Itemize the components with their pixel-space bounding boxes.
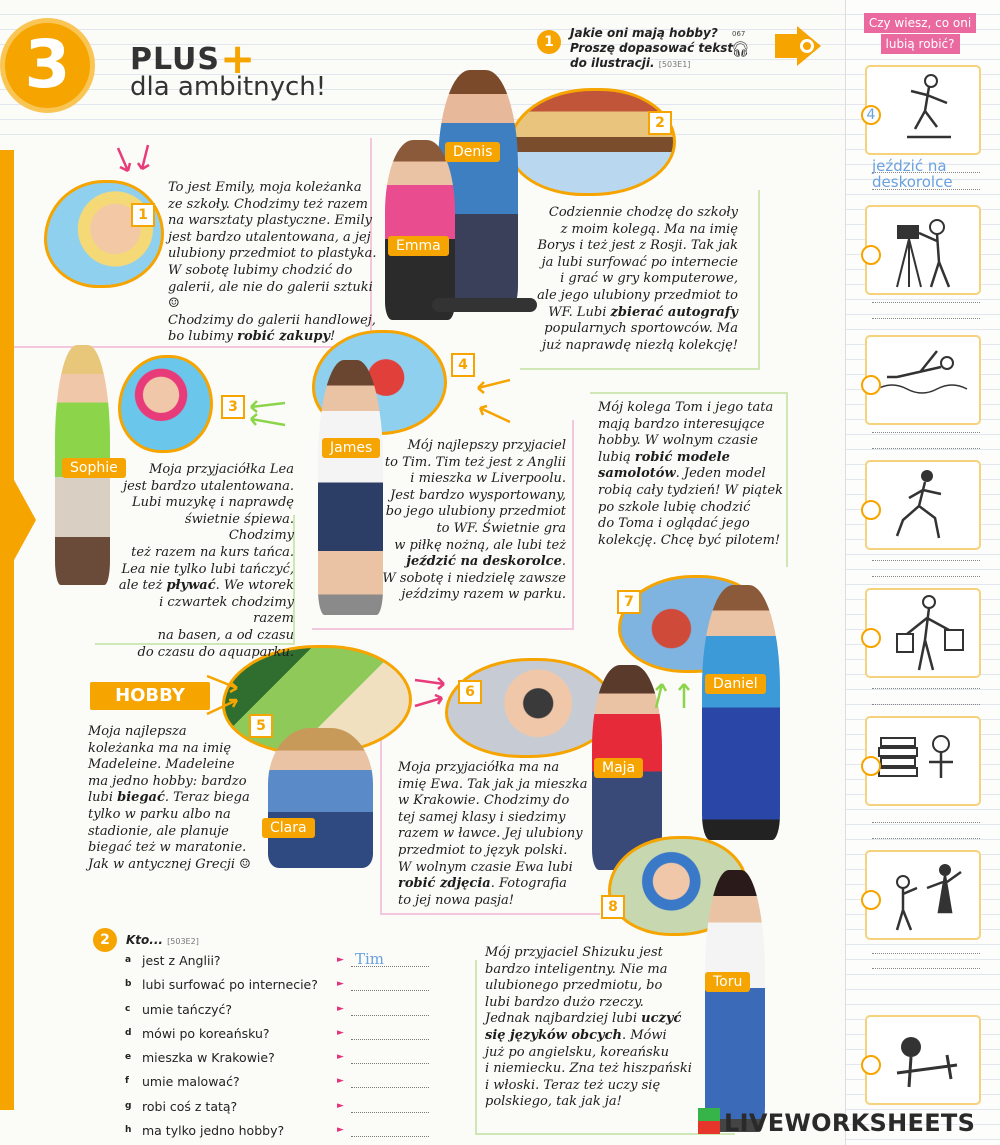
text-line: Codziennie chodzę do szkoły: [548, 205, 738, 220]
text-line: biegać też w maratonie.: [88, 840, 247, 856]
text-line: [398, 876, 598, 893]
text-lea: [118, 462, 294, 661]
exercise2-number: 2: [93, 928, 117, 952]
hobby-highlight: biegać: [117, 790, 165, 806]
text-line: Mój najlepszy przyjaciel: [407, 438, 566, 453]
text-line: i grać w gry komputerowe,: [560, 271, 738, 287]
hobby-highlight: robić modele: [634, 449, 730, 465]
answer-line: [872, 688, 980, 689]
item-question: mieszka w Krakowie?: [142, 1050, 275, 1066]
answer-line: [872, 838, 980, 839]
name-tag-denis: Denis: [445, 142, 500, 162]
text-line: [485, 1028, 715, 1045]
page-title-text: PLUS: [130, 42, 221, 77]
exercise1-line1: Jakie oni mają hobby?: [570, 26, 718, 40]
hobby-highlight: się języków obcych: [485, 1027, 622, 1043]
text-line: polskiego, tak jak ja!: [485, 1094, 622, 1110]
name-tag-maja: Maja: [594, 758, 643, 778]
text-line: to WF. Świetnie gra: [436, 520, 566, 536]
text-part: . Fotografia: [490, 876, 567, 892]
text-line: popularnych sportowców. Ma: [544, 321, 738, 337]
name-tag-james: James: [322, 438, 380, 458]
item-letter: a: [125, 955, 132, 965]
person-emma: [385, 140, 455, 320]
text-line: bo jego ulubiony przedmiot: [385, 504, 566, 520]
text-line: bardzo inteligentny. Nie ma: [485, 961, 668, 977]
text-line: [520, 305, 738, 322]
text-line: na warsztaty plastyczne. Emily: [168, 213, 372, 229]
exercise1-line2: Proszę dopasować tekst: [570, 41, 734, 55]
card-answer-box[interactable]: [861, 628, 881, 648]
pointer-icon: ►: [337, 979, 344, 990]
text-line: na basen, a od czasu: [157, 627, 294, 643]
text-line: i czwartek chodzimy razem: [159, 594, 294, 627]
text-line: Chodzimy do galerii handlowej,: [168, 312, 376, 328]
item-letter: h: [125, 1125, 132, 1136]
text-line: Jest bardzo wysportowany,: [390, 487, 566, 503]
books-icon: [867, 718, 979, 804]
photo-lea: [118, 355, 213, 453]
plus-sign: +: [220, 34, 257, 83]
answer-line: [872, 302, 980, 303]
text-line: i włoski. Teraz też uczy się: [485, 1077, 661, 1093]
text-line: ale jego ulubiony przedmiot to: [537, 287, 738, 303]
text-line: ze szkoły. Chodzimy też razem: [168, 196, 369, 212]
left-accent-bar: [0, 150, 14, 1110]
text-part: lubią: [598, 449, 635, 465]
item-question: umie malować?: [142, 1074, 240, 1090]
text-line: Lea nie tylko lubi tańczyć,: [121, 561, 294, 577]
text-line: W wolnym czasie Ewa lubi: [398, 859, 573, 875]
text-line: [368, 554, 566, 571]
card-answer-box[interactable]: [861, 756, 881, 776]
text-part: lubi: [88, 790, 118, 806]
text-line: ma jedno hobby: bardzo: [88, 773, 247, 789]
text-line: to jej nowa pasja!: [398, 892, 515, 908]
sidebar-card-shopping: [865, 588, 981, 678]
text-line: już po angielsku, koreańsku: [485, 1044, 669, 1060]
card-answer-box[interactable]: [861, 375, 881, 395]
answer-field[interactable]: [351, 1112, 429, 1113]
answer-line: [872, 822, 980, 823]
answer-line: [872, 172, 980, 173]
text-line: to Tim. Tim też jest z Anglii: [384, 454, 566, 470]
exercise2-title-text: Kto...: [126, 933, 163, 947]
card-answer-box[interactable]: 4: [861, 105, 881, 125]
text-part: .: [561, 554, 566, 570]
photo-number-6: 6: [458, 680, 482, 704]
text-line: w Krakowie. Chodzimy do: [398, 793, 570, 809]
photo-number-8: 8: [601, 895, 625, 919]
name-tag-daniel: Daniel: [705, 674, 766, 694]
text-line: Mój kolega Tom i jego tata: [598, 400, 774, 415]
item-letter: f: [125, 1076, 129, 1087]
photo-number-7: 7: [617, 590, 641, 614]
text-line: W sobotę i niedzielę zawsze: [382, 570, 566, 586]
text-line: mają bardzo interesujące: [598, 416, 765, 432]
answer-line: [872, 576, 980, 577]
text-line: [485, 1011, 715, 1028]
pointer-icon: ►: [337, 1125, 344, 1136]
sidebar-card-running: [865, 460, 981, 550]
exercise1-number: 1: [537, 30, 561, 54]
item-letter: g: [125, 1100, 132, 1111]
pointer-icon: ►: [337, 1052, 344, 1063]
text-line: [88, 790, 278, 807]
sidebar-title-line2: lubią robić?: [881, 34, 960, 54]
hobby-highlight: pływać: [166, 578, 216, 594]
pointer-icon: ►: [337, 1100, 344, 1111]
hobby-highlight: uczyć: [641, 1011, 682, 1027]
answer-field[interactable]: [351, 1087, 429, 1088]
text-line: ja lubi surfować po internecie: [541, 254, 738, 270]
watermark-logo-icon: [698, 1108, 720, 1134]
hobby-highlight: robić zakupy: [237, 329, 331, 345]
text-line: [598, 466, 798, 483]
answer-line: [872, 953, 980, 954]
exercise2-title: [126, 933, 199, 948]
text-part: bo lubimy: [168, 329, 238, 345]
photo-borys: [508, 88, 676, 196]
answer-line: [872, 448, 980, 449]
item-letter: b: [125, 979, 132, 990]
text-line: już naprawdę niezłą kolekcję!: [542, 337, 738, 353]
text-line: kolekcję. Chcę być pilotem!: [598, 532, 781, 548]
item-letter: c: [125, 1003, 131, 1014]
video-camera-icon: [867, 207, 979, 293]
text-line: hobby. W wolnym czasie: [598, 433, 758, 449]
pink-side-arrows-icon: [410, 672, 450, 712]
left-accent-arrow: [14, 480, 36, 560]
answer-field[interactable]: [351, 1136, 429, 1137]
hobby-label: HOBBY: [90, 682, 210, 710]
text-line: ulubiony przedmiot to plastyka.: [168, 246, 377, 262]
unit-number-badge: 3: [0, 18, 95, 113]
text-part: Jednak najbardziej lubi: [485, 1011, 642, 1027]
answer-line: [872, 560, 980, 561]
text-line: robią cały tydzień! W piątek: [598, 482, 783, 498]
exercise1-line3-text: do ilustracji.: [570, 56, 655, 70]
pointer-icon: ►: [337, 1003, 344, 1014]
text-part: ale też: [118, 578, 167, 594]
photo-number-4: 4: [451, 353, 475, 377]
model-plane-icon: [867, 1017, 979, 1103]
text-part: . We wtorek: [215, 578, 294, 594]
running-icon: [867, 462, 979, 548]
card-answer-box[interactable]: [861, 890, 881, 910]
sidebar-first-answer: jeździć na deskorolce: [872, 157, 953, 191]
answer-value: Tim: [355, 950, 385, 968]
person-daniel: [702, 585, 780, 840]
text-line: razem w ławce. Jej ulubiony: [398, 826, 583, 842]
text-line: stadionie, ale planuje: [88, 823, 229, 839]
text-shizuku: [485, 945, 715, 1111]
photo-number-5: 5: [249, 714, 273, 738]
text-line: W sobotę lubimy chodzić do: [168, 262, 353, 278]
answer-line: [872, 432, 980, 433]
text-line: też razem na kurs tańca.: [131, 544, 294, 560]
text-line: galerii, ale nie do galerii sztuki ☺: [168, 279, 373, 312]
photo-number-2: 2: [648, 111, 672, 135]
text-line: Lubi muzykę i naprawdę: [131, 495, 294, 511]
exercise1-line3: [570, 56, 740, 71]
text-emily: [168, 180, 378, 346]
text-line: w piłkę nożną, ale lubi też: [394, 537, 566, 553]
audio-track-number: 067: [732, 30, 746, 38]
hobby-highlight: samolotów: [598, 466, 676, 482]
swimming-icon: [867, 337, 979, 423]
text-line: Mój przyjaciel Shizuku jest: [485, 945, 663, 960]
text-madeleine: [88, 724, 278, 873]
answer-line: [872, 704, 980, 705]
pink-arrows-icon: [108, 143, 168, 183]
text-line: przedmiot to język polski.: [398, 842, 568, 858]
item-question: robi coś z tatą?: [142, 1098, 238, 1114]
exercise1-code: [503E1]: [658, 60, 691, 69]
text-line: po szkole lubię chodzić: [598, 499, 751, 515]
text-line: do czasu do aquaparku.: [137, 644, 294, 660]
sidebar-card-skateboarding: [865, 65, 981, 155]
text-line: z moim kolegą. Ma na imię: [560, 221, 738, 237]
text-part: . Mówi: [621, 1027, 667, 1043]
text-line: Madeleine. Madeleine: [88, 757, 235, 773]
answer-line: [872, 968, 980, 969]
text-borys: [520, 205, 738, 354]
photo-emily: [44, 180, 164, 288]
text-line: tej samej klasy i siedzimy: [398, 809, 566, 825]
text-line: To jest Emily, moja koleżanka: [168, 180, 362, 195]
text-line: Moja przyjaciółka ma na: [398, 760, 560, 775]
person-clara: [268, 728, 373, 868]
watermark: [698, 1108, 975, 1137]
text-line: Borys i też jest z Rosji. Tak jak: [537, 238, 738, 254]
photo-ewa: [445, 658, 615, 758]
answer-field[interactable]: [351, 1015, 429, 1016]
item-question: jest z Anglii?: [142, 953, 221, 968]
text-line: Moja przyjaciółka Lea: [149, 462, 294, 477]
text-line: tylko w parku albo na: [88, 806, 231, 822]
sidebar-title: [854, 13, 986, 55]
shopping-bags-icon: [867, 590, 979, 676]
next-arrow-icon: [775, 26, 821, 66]
orange-arrows-icon: [470, 370, 515, 430]
answer-field[interactable]: [351, 990, 429, 991]
text-line: koleżanka ma na imię: [88, 740, 232, 756]
page-subtitle: dla ambitnych!: [130, 72, 327, 102]
text-part: !: [330, 329, 336, 345]
name-tag-clara: Clara: [262, 818, 315, 838]
card-answer-box[interactable]: [861, 500, 881, 520]
green-arrows-icon: [245, 395, 290, 440]
card-answer-box[interactable]: [861, 1055, 881, 1075]
answer-field[interactable]: [351, 1063, 429, 1064]
name-tag-toru: Toru: [705, 972, 750, 992]
sidebar-title-line1: Czy wiesz, co oni: [864, 13, 976, 33]
text-line: lubi bardzo dużo rzeczy.: [485, 994, 644, 1010]
sidebar-card-swimming: [865, 335, 981, 425]
text-line: jest bardzo utalentowana, a jej: [168, 229, 371, 245]
exercise1-instruction: [570, 26, 740, 71]
card-answer-box[interactable]: [861, 245, 881, 265]
item-question: umie tańczyć?: [142, 1001, 233, 1017]
text-ewa: [398, 760, 598, 909]
hobby-highlight: jeździć na deskorolce: [406, 554, 562, 570]
text-line: ulubionego przedmiotu, bo: [485, 978, 663, 994]
pointer-icon: ►: [337, 955, 344, 965]
text-part: . Teraz biega: [164, 790, 250, 806]
text-line: [168, 329, 378, 346]
watermark-text: LIVEWORKSHEETS: [724, 1109, 976, 1137]
text-line: imię Ewa. Tak jak ja mieszka: [398, 776, 588, 792]
text-line: do Toma i oglądać jego: [598, 516, 750, 532]
text-line: Jak w antycznej Grecji ☺: [88, 856, 251, 872]
answer-line: [872, 189, 980, 190]
green-up-arrows-icon: [648, 680, 698, 710]
text-part: WF. Lubi: [548, 304, 611, 320]
headphones-icon[interactable]: 🎧︎: [731, 40, 751, 58]
dancing-icon: [867, 852, 979, 938]
photo-number-1: 1: [131, 203, 155, 227]
photo-number-3: 3: [221, 395, 245, 419]
item-question: lubi surfować po internecie?: [142, 977, 318, 993]
sidebar-card-dancing: [865, 850, 981, 940]
text-line: jest bardzo utalentowana.: [123, 478, 294, 494]
text-line: świetnie śpiewa. Chodzimy: [184, 511, 294, 544]
pointer-icon: ►: [337, 1076, 344, 1087]
text-tim: [368, 438, 566, 604]
hobby-highlight: zbierać autografy: [610, 304, 738, 320]
text-part: . Jeden model: [675, 466, 766, 482]
text-tom: [598, 400, 798, 549]
exercise2-code: [503E2]: [167, 937, 199, 946]
text-line: i mieszka w Liverpoolu.: [410, 471, 566, 487]
text-line: [118, 578, 294, 595]
answer-field[interactable]: [351, 1039, 429, 1040]
name-tag-sophie: Sophie: [62, 458, 126, 478]
text-line: i niemiecku. Zna też hiszpański: [485, 1061, 692, 1077]
answer-line: [872, 318, 980, 319]
sidebar-card-model-plane: [865, 1015, 981, 1105]
name-tag-emma: Emma: [388, 236, 449, 256]
hobby-highlight: robić zdjęcia: [398, 876, 491, 892]
text-line: Moja najlepsza: [88, 724, 187, 739]
text-line: [598, 450, 798, 467]
item-question: ma tylko jedno hobby?: [142, 1123, 285, 1139]
sidebar-card-reading: [865, 716, 981, 806]
text-line: jeździmy razem w parku.: [401, 587, 566, 603]
item-letter: e: [125, 1052, 132, 1063]
pointer-icon: ►: [337, 1027, 344, 1038]
item-letter: d: [125, 1027, 132, 1038]
sidebar-card-filming: [865, 205, 981, 295]
skateboarding-icon: [867, 67, 979, 153]
item-question: mówi po koreańsku?: [142, 1025, 270, 1041]
